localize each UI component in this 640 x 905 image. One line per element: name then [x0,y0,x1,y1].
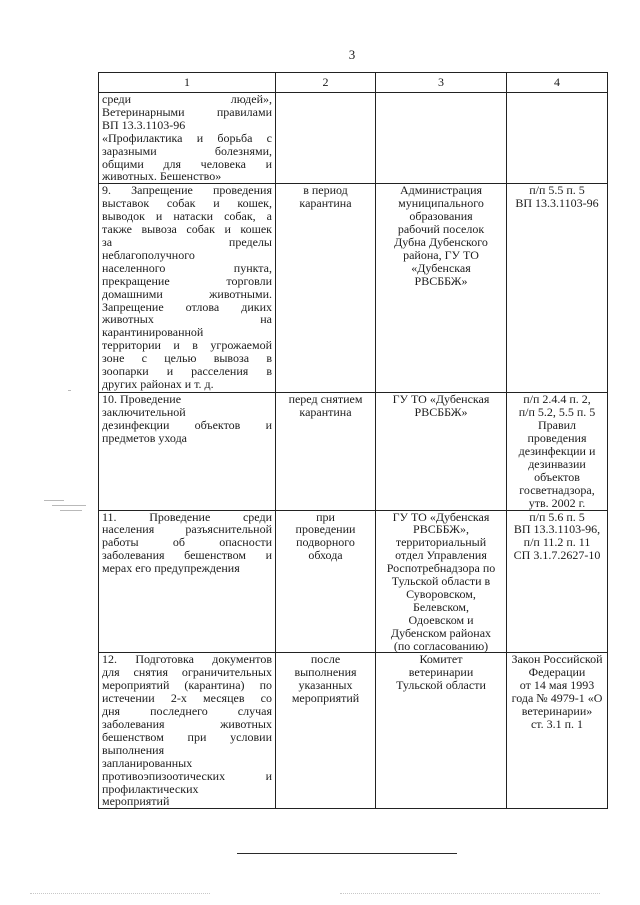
basis-cell [507,653,608,809]
basis-text-line: п/п 11.2 п. 11 [523,535,591,550]
executor-text-line: Комитет [419,652,463,667]
measure-text-line: животных на [102,312,272,327]
term-text-line: карантина [299,196,352,211]
measure-text-line: 10. Проведение [102,392,182,407]
executor-text-line: Дубенском районах [390,625,492,640]
basis-text-line: объектов [534,469,580,484]
basis-text-line: Правил [537,418,577,433]
basis-text-line: ст. 3.1 п. 1 [530,717,584,731]
executor-text-line: отдел Управления [395,548,487,563]
measure-cell [99,510,276,653]
measure-text-line: зоопарки и расселения в [102,364,272,379]
measure-cell [99,393,276,510]
measure-text-line: для снятия ограничительных [102,665,272,680]
measure-text-line: мероприятий (карантина) по [102,678,272,693]
executor-text-line: (по согласованию) [393,638,489,653]
scan-artifact [340,893,600,894]
measure-text-line: истечении 2-х месяцев со [102,691,272,706]
basis-cell [507,393,608,510]
basis-text-line: Федерации [528,665,586,680]
executor-text-line: РВСББЖ» [414,273,468,288]
basis-text-line: ВП 13.3.1103-96 [515,196,599,211]
page-number: 3 [348,47,356,62]
column-number-2: 2 [276,73,376,93]
basis-text-line: от 14 мая 1993 [519,678,595,693]
table-row [99,510,608,653]
measure-text-line: также вывоза собак и кошек [102,222,272,237]
executor-cell [376,653,507,809]
basis-text-line: п/п 5.2, 5.5 п. 5 [518,405,596,420]
basis-text-line: утв. 2002 г. [528,495,586,510]
executor-text-line: Тульской области в [391,574,491,589]
executor-text-line: Дубна Дубенского [394,234,488,249]
term-cell [276,653,376,809]
executor-text-line: образования [409,209,473,224]
measure-text-line: заболевания животных [102,717,272,731]
term-text-line: подворного [296,535,355,550]
measure-text-line: Запрещение отлова диких [102,299,272,314]
measure-text-line: дня последнего случая [102,704,272,719]
bottom-rule-divider [237,853,457,854]
measure-text-line: за пределы [102,234,272,249]
term-text-line: после [310,652,341,667]
basis-text-line: СП 3.1.7.2627-10 [513,548,601,563]
scan-artifact [44,500,64,501]
column-number-3: 3 [376,73,507,93]
table-row [99,184,608,393]
basis-text-line: п/п 5.5 п. 5 [529,183,585,198]
basis-text-line: проведения [527,431,587,446]
measure-text-line: заболевания бешенством и [102,548,272,563]
measure-text-line: предметов ухода [102,431,187,446]
executor-text-line: РВСББЖ», [413,522,469,537]
measure-text-line: 9. Запрещение проведения [102,183,272,198]
basis-text-line: дезинвазии [528,456,586,471]
measure-text-line: выводок и натаски собак, а [102,209,272,224]
scan-artifact [60,510,82,511]
measure-text-line: Ветеринарными правилами [102,104,272,119]
term-cell [276,510,376,653]
basis-text-line: госветнадзора, [519,482,595,497]
executor-text-line: Белевском, [412,599,470,614]
scan-artifact [68,390,71,391]
scan-artifact [52,505,86,506]
measure-text-line: дезинфекции объектов и [102,418,272,433]
measure-text-line: мерах его предупреждения [102,561,240,576]
measure-text-line: мероприятий [102,794,170,809]
measure-text-line: среди людей», [102,92,272,106]
term-text-line: проведении [295,522,356,537]
measure-text-line: профилактических [102,781,199,796]
measure-text-line: территории и в угрожаемой [102,338,272,353]
basis-text-line: Закон Российской [511,652,603,667]
executor-text-line: ГУ ТО «Дубенская [392,392,490,407]
column-number-4: 4 [507,73,608,93]
executor-cell [376,393,507,510]
basis-text-line: года № 4979-1 «О [511,691,603,706]
term-text-line: указанных [298,678,353,693]
measure-cell [99,93,276,184]
executor-text-line: «Дубенская [411,260,471,275]
executor-text-line: Тульской области [396,678,486,693]
measure-text-line: противоэпизоотических и [102,768,272,783]
term-cell [276,393,376,510]
table-header-row [99,73,608,93]
measure-text-line: заключительной [102,405,186,420]
measure-text-line: общими для человека и [102,156,272,171]
measure-text-line: населенного пункта, [102,260,272,275]
measure-text-line: домашними животными. [102,286,272,301]
measures-table [98,72,608,809]
basis-text-line: дезинфекции и [518,443,596,458]
measure-text-line: бешенством при условии [102,729,272,744]
measure-text-line: работы об опасности [102,535,272,550]
measure-text-line: неблагополучного [102,247,195,262]
term-text-line: при [316,509,335,524]
table-row [99,93,608,184]
executor-text-line: Администрация [399,183,483,198]
basis-text-line: п/п 2.4.4 п. 2, [523,392,591,407]
measure-text-line: ВП 13.3.1103-96 [102,117,186,132]
executor-cell [376,184,507,393]
executor-cell [376,510,507,653]
table-row [99,393,608,510]
term-cell [276,184,376,393]
measure-text-line: выполнения [102,742,165,757]
measure-text-line: запланированных [102,755,193,770]
executor-cell [376,93,507,184]
measure-text-line: «Профилактика и борьба с [102,130,272,145]
measure-cell [99,653,276,809]
term-cell [276,93,376,184]
term-text-line: обхода [308,548,343,563]
measure-text-line: карантинированной [102,325,204,340]
measure-text-line: выставок собак и кошек, [102,196,272,211]
basis-cell [507,184,608,393]
measure-text-line: зоне с целью вывоза в [102,351,272,366]
basis-text-line: ВП 13.3.1103-96, [513,522,601,537]
term-text-line: перед снятием [288,392,363,407]
executor-text-line: муниципального [398,196,484,211]
basis-text-line: ветеринарии» [521,704,593,719]
measure-text-line: 11. Проведение среди [102,509,272,524]
term-text-line: выполнения [294,665,357,680]
scan-artifact [30,893,210,894]
measure-text-line: прекращение торговли [102,273,272,288]
column-number-1: 1 [99,73,276,93]
measure-text-line: заразными болезнями, [102,143,272,158]
executor-text-line: территориальный [395,535,487,550]
executor-text-line: ГУ ТО «Дубенская [392,509,490,524]
executor-text-line: рабочий поселок [397,222,485,237]
basis-text-line: п/п 5.6 п. 5 [529,509,585,524]
term-text-line: мероприятий [291,691,360,706]
executor-text-line: Суворовском, [406,586,476,601]
basis-cell [507,93,608,184]
basis-cell [507,510,608,653]
measure-text-line: 12. Подготовка документов [102,652,272,667]
executor-text-line: Одоевском и [408,612,474,627]
measure-text-line: населения разъяснительной [102,522,272,537]
executor-text-line: РВСББЖ» [414,405,468,420]
table-row [99,653,608,809]
term-text-line: в период [303,183,348,198]
executor-text-line: Роспотребнадзора по [386,561,496,576]
executor-text-line: района, ГУ ТО [403,247,479,262]
term-text-line: карантина [299,405,352,420]
measure-cell [99,184,276,393]
executor-text-line: ветеринарии [408,665,474,680]
measure-text-line: животных. Бешенство» [102,169,222,184]
measure-text-line: других районах и т. д. [102,376,214,391]
